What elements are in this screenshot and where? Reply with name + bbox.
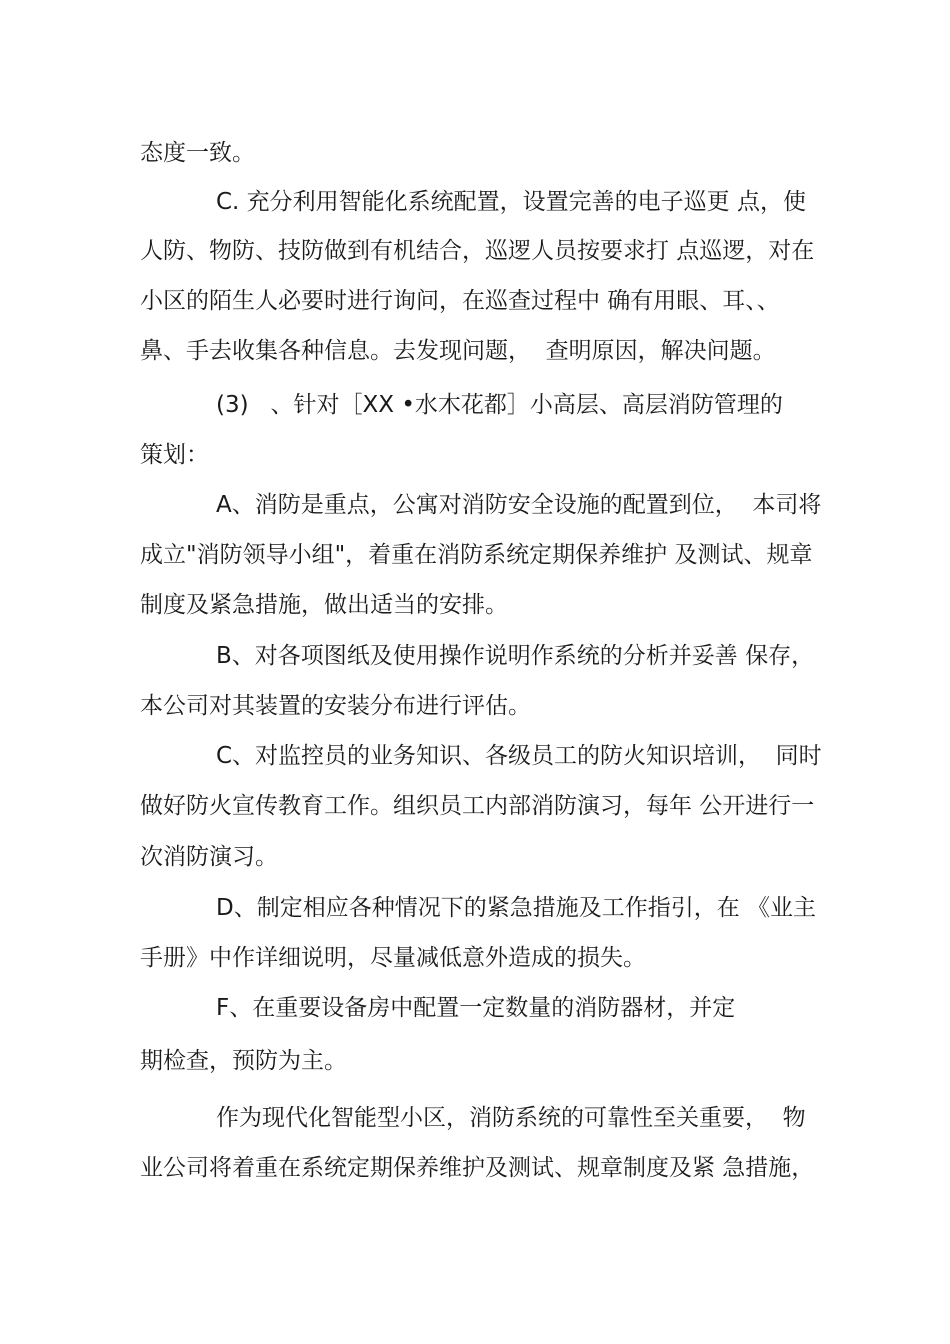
text-line-1: 态度一致。 — [140, 140, 255, 166]
text-line-19: 期检查，预防为主。 — [140, 1048, 347, 1074]
text-line-13: C、对监控员的业务知识、各级员工的防火知识培训， 同时 — [216, 743, 822, 769]
text-line-11: B、对各项图纸及使用操作说明作系统的分析并妥善 保存， — [216, 643, 815, 669]
text-line-7: 策划： — [140, 442, 209, 468]
text-line-9: 成立"消防领导小组"，着重在消防系统定期保养维护 及测试、规章 — [140, 542, 813, 568]
text-line-5: 鼻、手去收集各种信息。去发现问题， 查明原因，解决问题。 — [140, 338, 776, 364]
text-line-8: A、消防是重点，公寓对消防安全设施的配置到位， 本司将 — [216, 492, 822, 518]
text-line-17: 手册》中作详细说明，尽量减低意外造成的损失。 — [140, 945, 646, 971]
text-line-18: F、在重要设备房中配置一定数量的消防器材，并定 — [216, 995, 736, 1021]
text-line-21: 业公司将着重在系统定期保养维护及测试、规章制度及紧 急措施， — [140, 1155, 815, 1181]
text-line-6: (3) 、针对［XX •水木花都］小高层、高层消防管理的 — [216, 392, 783, 418]
text-line-12: 本公司对其装置的安装分布进行评估。 — [140, 693, 531, 719]
text-line-4: 小区的陌生人必要时进行询问，在巡查过程中 确有用眼、耳、、 — [140, 288, 780, 314]
text-line-10: 制度及紧急措施，做出适当的安排。 — [140, 592, 508, 618]
text-line-20: 作为现代化智能型小区，消防系统的可靠性至关重要， 物 — [216, 1105, 806, 1131]
text-line-15: 次消防演习。 — [140, 844, 278, 870]
text-line-16: D、制定相应各种情况下的紧急措施及工作指引，在 《业主 — [216, 895, 817, 921]
text-line-3: 人防、物防、技防做到有机结合，巡逻人员按要求打 点巡逻，对在 — [140, 238, 815, 264]
text-line-2: C. 充分利用智能化系统配置，设置完善的电子巡更 点，使 — [216, 189, 806, 215]
text-line-14: 做好防火宣传教育工作。组织员工内部消防演习，每年 公开进行一 — [140, 793, 815, 819]
